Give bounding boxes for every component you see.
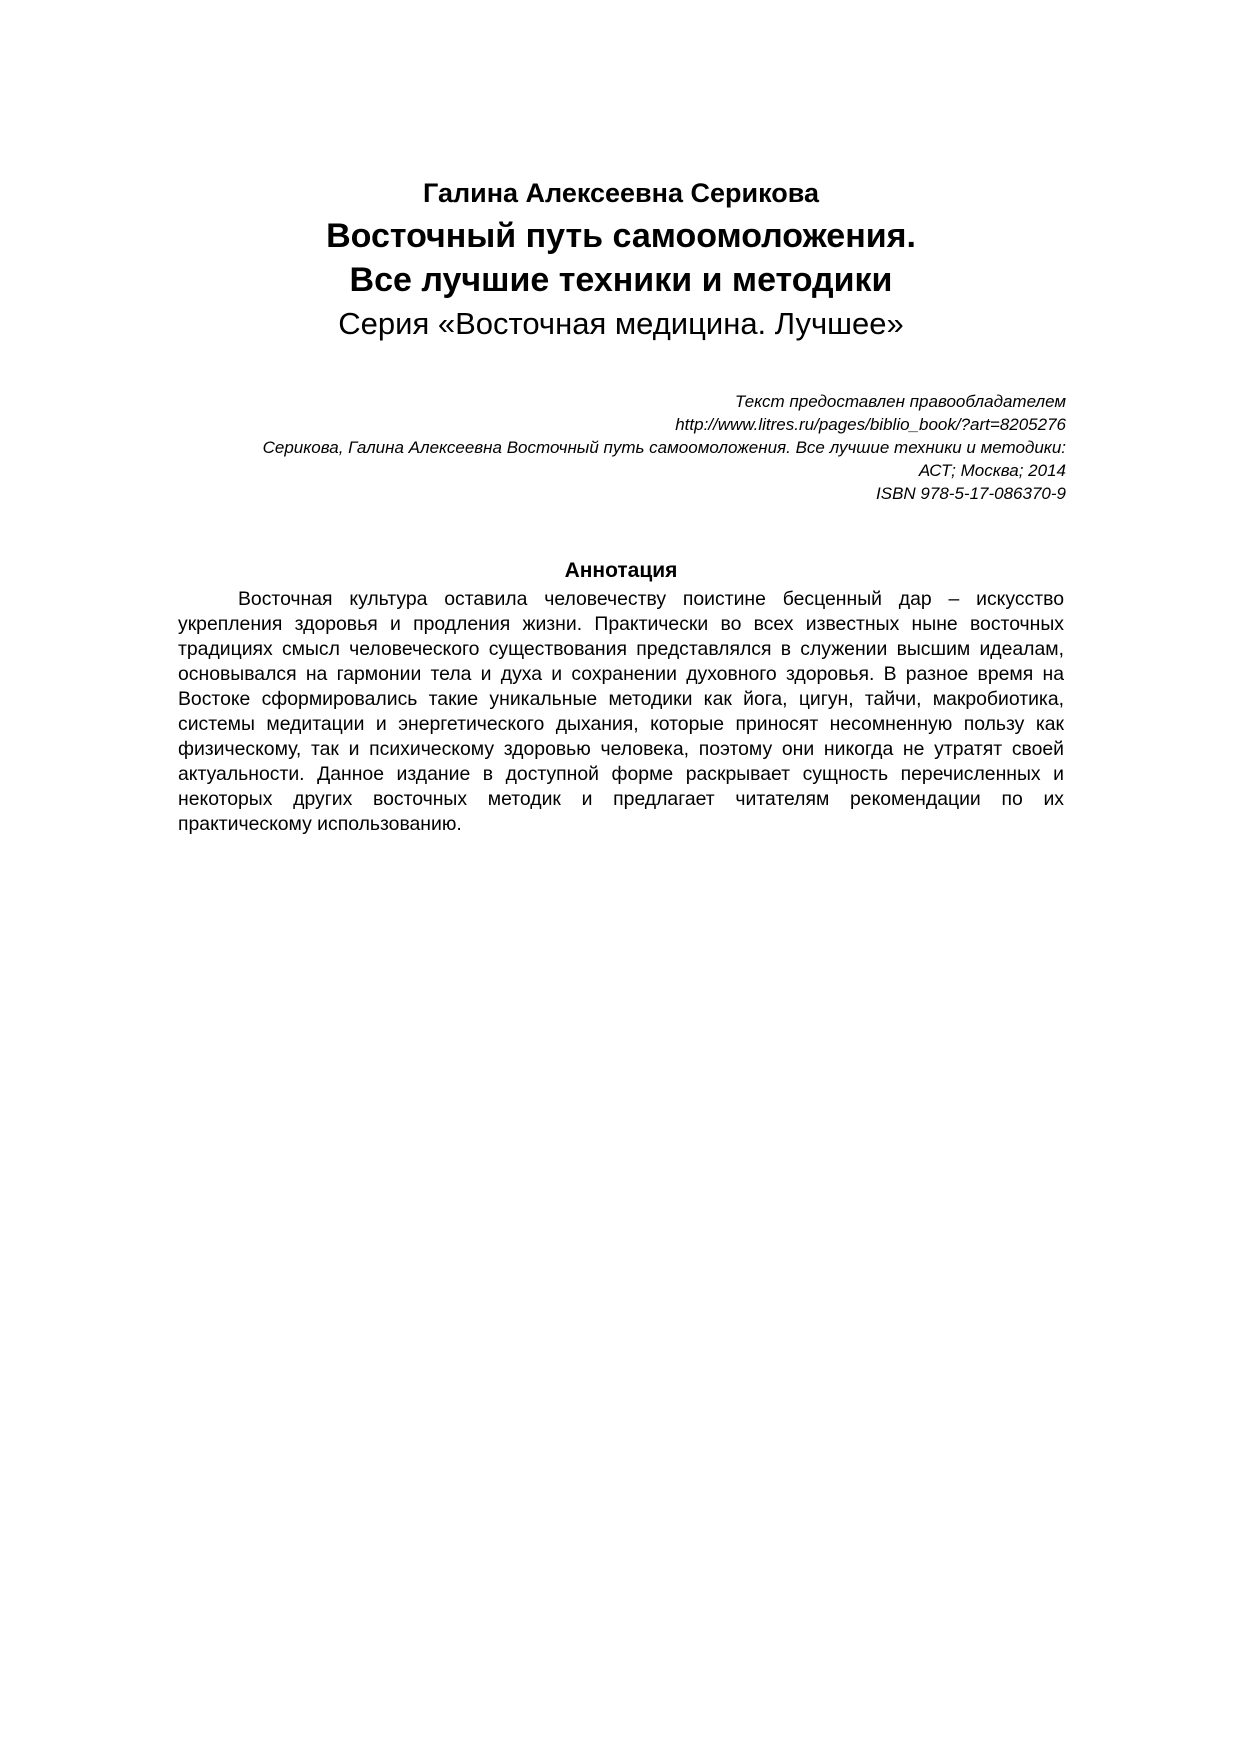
series-title: Серия «Восточная медицина. Лучшее»	[338, 306, 904, 341]
citation-line-1: Серикова, Галина Алексеевна Восточный путь самоомоложения. Все лучшие техники и методики:	[262, 438, 1066, 457]
provided-by-text: Текст предоставлен правообладателем	[734, 392, 1066, 411]
annotation-section	[178, 556, 1064, 837]
author-name: Галина Алексеевна Серикова	[423, 178, 819, 208]
book-title-line-2: Все лучшие техники и методики	[349, 261, 893, 299]
annotation-paragraph: Восточная культура оставила человечеству поистине бесценный дар – искусство укрепления здоровья и продления жизни. Практически во всех известных ныне восточных традициях смысл человеческого существования представлялся в служении высшим идеалам, основывался на гармонии тела и духа и сохранении духовного здоровья. В разное время на Востоке сформировались такие уникальные методики как йога, цигун, тайчи, макробиотика, системы медитации и энергетического дыхания, которые приносят несомненную пользу как физическому, так и психическому здоровью человека, поэтому они никогда не утратят своей актуальности. Данное издание в доступной форме раскрывает сущность перечисленных и некоторых других восточных методик и предлагает читателям рекомендации по их практическому использованию.	[178, 588, 1064, 835]
isbn-text: ISBN 978-5-17-086370-9	[876, 484, 1066, 503]
publication-meta	[140, 390, 1066, 505]
title-block	[178, 172, 1064, 346]
source-url: http://www.litres.ru/pages/biblio_book/?art=8205276	[675, 415, 1066, 434]
citation-line-2: АСТ; Москва; 2014	[918, 461, 1066, 480]
annotation-heading: Аннотация	[564, 559, 678, 582]
book-title-line-1: Восточный путь самоомоложения.	[326, 217, 916, 255]
